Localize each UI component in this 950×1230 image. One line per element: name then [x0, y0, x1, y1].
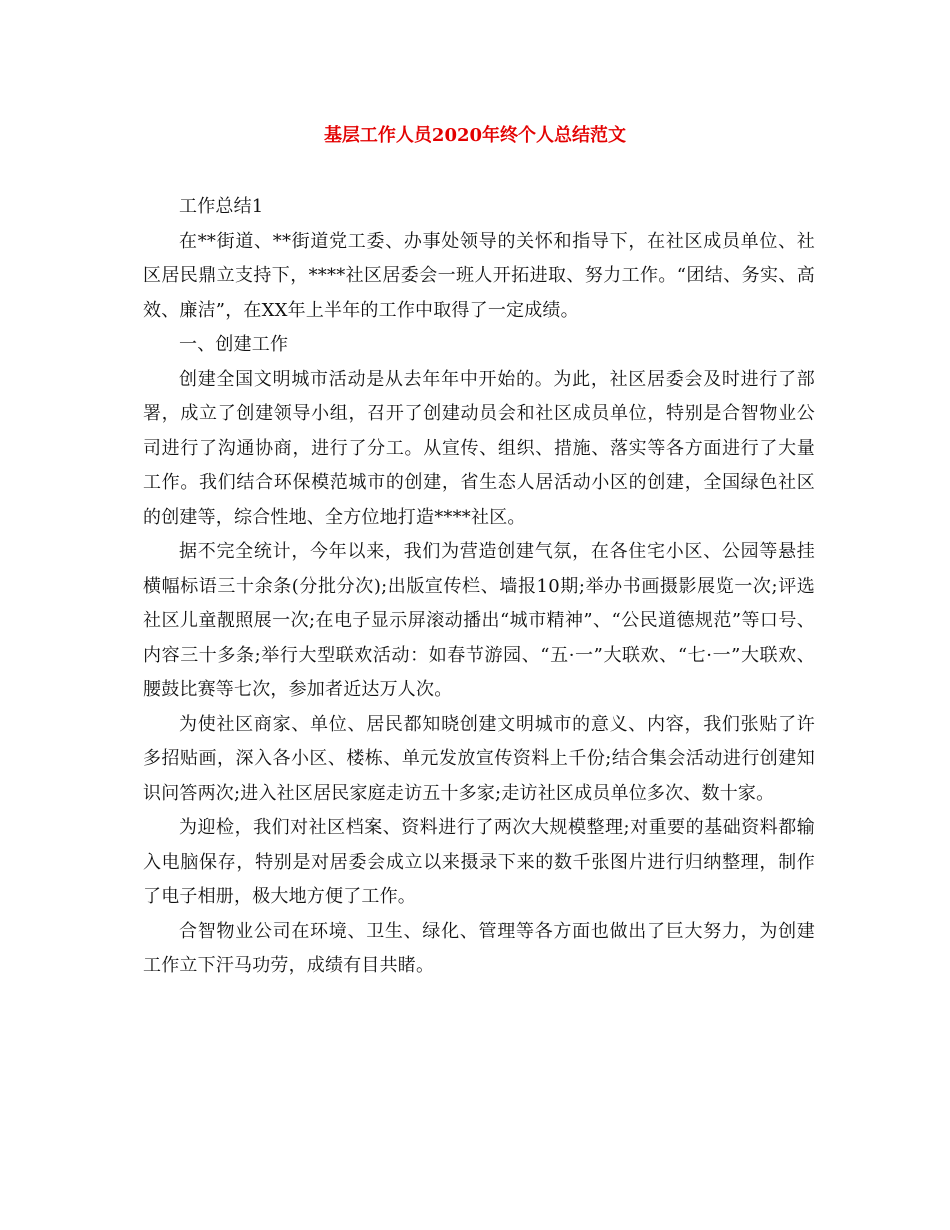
section-heading-work-summary: 工作总结1 [179, 196, 264, 217]
document-body [143, 190, 815, 984]
paragraph-publicity: 为使社区商家、单位、居民都知晓创建文明城市的意义、内容，我们张贴了许多招贴画，深入各小区、楼栋、单元发放宣传资料上千份;结合集会活动进行创建知识问答两次;进入社区居民家庭走访五十多家;走访社区成员单位多次、数十家。 [143, 713, 815, 804]
paragraph-inspection: 为迎检，我们对社区档案、资料进行了两次大规模整理;对重要的基础资料都输入电脑保存，特别是对居委会成立以来摄录下来的数千张图片进行归纳整理，制作了电子相册，极大地方便了工作。 [143, 817, 815, 907]
document-title: 基层工作人员2020年终个人总结范文 [323, 125, 627, 146]
section-heading-creation-work: 一、创建工作 [179, 334, 289, 355]
paragraph-intro: 在**街道、**街道党工委、办事处领导的关怀和指导下，在社区成员单位、社区居民鼎立支持下，****社区居委会一班人开拓进取、努力工作。“团结、务实、高效、廉洁”，在XX年上半年的工作中取得了一定成绩。 [143, 230, 815, 321]
paragraph-property-company: 合智物业公司在环境、卫生、绿化、管理等各方面也做出了巨大努力，为创建工作立下汗马功劳，成绩有目共睹。 [143, 920, 815, 976]
paragraph-statistics: 据不完全统计，今年以来，我们为营造创建气氛，在各住宅小区、公园等悬挂横幅标语三十余条(分批分次);出版宣传栏、墙报10期;举办书画摄影展览一次;评选社区儿童靓照展一次;在电子显示屏滚动播出“城市精神”、“公民道德规范”等口号、内容三十多条;举行大型联欢活动：如春节游园、“五·一”大联欢、“七·一”大联欢、腰鼓比赛等七次，参加者近达万人次。 [143, 541, 815, 700]
paragraph-creation-activity: 创建全国文明城市活动是从去年年中开始的。为此，社区居委会及时进行了部署，成立了创建领导小组，召开了创建动员会和社区成员单位，特别是合智物业公司进行了沟通协商，进行了分工。从宣传、组织、措施、落实等各方面进行了大量工作。我们结合环保模范城市的创建，省生态人居活动小区的创建，全国绿色社区的创建等，综合性地、全方位地打造****社区。 [143, 368, 815, 528]
